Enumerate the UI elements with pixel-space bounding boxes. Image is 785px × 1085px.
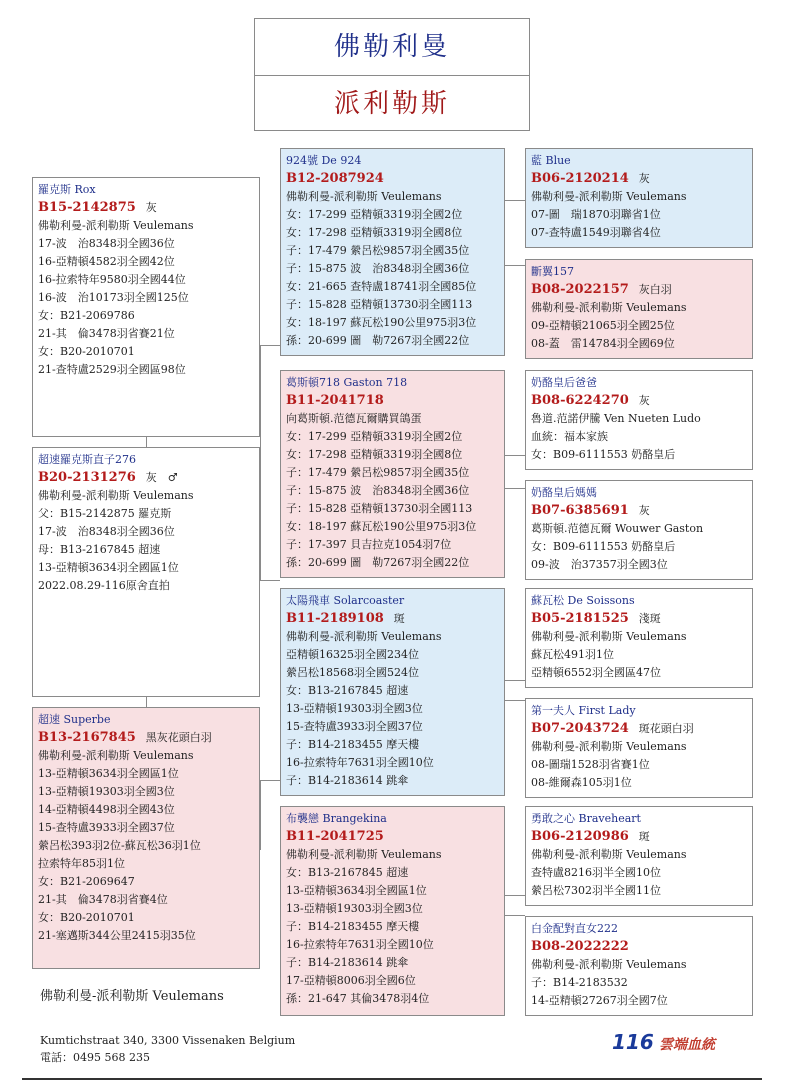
connector — [260, 580, 280, 581]
detail-line: 08-維爾森105羽1位 — [531, 776, 632, 789]
detail-line: 17-亞精頓8006羽全國6位 — [286, 974, 416, 987]
detail-line: 子：15-828 亞精頓13730羽全國113 — [286, 298, 473, 311]
connector — [505, 200, 525, 201]
detail-line: 13-亞精頓3634羽全國區1位 — [38, 561, 179, 574]
owner-name: 佛勒利曼-派利勒斯 Veulemans — [40, 989, 224, 1004]
pigeon-color: 斑 — [393, 612, 405, 625]
detail-line: 21-其 倫3478羽省賽4位 — [38, 893, 168, 906]
detail-line: 魯道.范諾伊騰 Ven Nueten Ludo — [531, 412, 701, 425]
connector — [260, 780, 261, 850]
detail-line: 女：18-197 蘇瓦松190公里975羽3位 — [286, 316, 477, 329]
detail-line: 08-圖瑞1528羽省賽1位 — [531, 758, 650, 771]
pigeon-color: 灰 — [638, 394, 650, 407]
ring-number: B08-2022157 — [531, 282, 629, 297]
pigeon-color: 灰 — [638, 172, 650, 185]
connector — [505, 488, 525, 489]
phone: 電話：0495 568 235 — [40, 1051, 150, 1064]
connector — [505, 915, 525, 916]
connector — [505, 265, 525, 266]
detail-line: 07-圖 瑞1870羽聯省1位 — [531, 208, 661, 221]
detail-line: 蘇瓦松491羽1位 — [531, 648, 614, 661]
pedigree-card-grandsire-2 — [280, 588, 505, 796]
pigeon-color: 淺斑 — [638, 612, 661, 625]
connector — [505, 455, 525, 456]
title-box — [254, 18, 530, 131]
ring-number: B07-2043724 — [531, 721, 629, 736]
detail-line: 09-波 治37357羽全國3位 — [531, 558, 668, 571]
pigeon-name: 第一夫人 First Lady — [531, 704, 636, 717]
detail-line: 佛勒利曼-派利勒斯 Veulemans — [531, 630, 687, 643]
detail-line: 女：B20-2010701 — [38, 345, 135, 358]
detail-line: 15-查特盧3933羽全國37位 — [38, 821, 175, 834]
detail-line: 子：B14-2183455 摩天樓 — [286, 738, 420, 751]
detail-line: 2022.08.29-116原舍直拍 — [38, 579, 170, 592]
detail-line: 葛斯頓.范德瓦爾 Wouwer Gaston — [531, 522, 704, 535]
detail-line: 女：18-197 蘇瓦松190公里975羽3位 — [286, 520, 477, 533]
detail-line: 母：B13-2167845 超速 — [38, 543, 161, 556]
detail-line: 子：15-875 波 治8348羽全國36位 — [286, 484, 470, 497]
detail-line: 孫：21-647 其倫3478羽4位 — [286, 992, 430, 1005]
pigeon-name: 藍 Blue — [531, 154, 571, 167]
ring-number: B11-2041725 — [286, 829, 384, 844]
pigeon-color: 黑灰花頭白羽 — [145, 731, 212, 744]
footer-divider — [22, 1078, 762, 1080]
pedigree-card-grandsire-1 — [280, 148, 505, 356]
detail-line: 佛勒利曼-派利勒斯 Veulemans — [531, 958, 687, 971]
detail-line: 女：B20-2010701 — [38, 911, 135, 924]
detail-line: 縈呂松393羽2位-蘇瓦松36羽1位 — [38, 839, 201, 852]
pigeon-name: 超速 Superbe — [38, 713, 111, 726]
detail-line: 父：B15-2142875 羅克斯 — [38, 507, 172, 520]
detail-line: 拉索特年85羽1位 — [38, 857, 125, 870]
ring-number: B06-2120214 — [531, 171, 629, 186]
detail-line: 13-亞精頓3634羽全國區1位 — [38, 767, 179, 780]
detail-line: 佛勒利曼-派利勒斯 Veulemans — [531, 301, 687, 314]
pigeon-name: 奶酪皇后爸爸 — [531, 376, 597, 389]
detail-line: 女：21-665 查特盧18741羽全國85位 — [286, 280, 477, 293]
detail-line: 17-波 治8348羽全國36位 — [38, 525, 175, 538]
connector — [260, 780, 280, 781]
detail-line: 子：15-828 亞精頓13730羽全國113 — [286, 502, 473, 515]
connector — [505, 700, 525, 701]
pigeon-name: 斷翼157 — [531, 265, 574, 278]
pigeon-name: 奶酪皇后媽媽 — [531, 486, 597, 499]
detail-line: 子：B14-2183614 跳傘 — [286, 956, 409, 969]
ring-number: B08-2022222 — [531, 939, 629, 954]
ring-number: B05-2181525 — [531, 611, 629, 626]
ring-number: B06-2120986 — [531, 829, 629, 844]
connector — [146, 697, 147, 707]
detail-line: 女：17-299 亞精頓3319羽全國2位 — [286, 430, 463, 443]
detail-line: 佛勒利曼-派利勒斯 Veulemans — [531, 848, 687, 861]
pedigree-card-ggp-3 — [525, 370, 753, 470]
detail-line: 佛勒利曼-派利勒斯 Veulemans — [286, 848, 442, 861]
detail-line: 孫：20-699 圖 勒7267羽全國22位 — [286, 334, 470, 347]
connector — [505, 680, 525, 681]
detail-line: 縈呂松18568羽全國524位 — [286, 666, 419, 679]
pedigree-card-ggp-2 — [525, 259, 753, 359]
detail-line: 09-亞精頓21065羽全國25位 — [531, 319, 675, 332]
detail-line: 子：15-875 波 治8348羽全國36位 — [286, 262, 470, 275]
detail-line: 13-亞精頓19303羽全國3位 — [286, 702, 423, 715]
pigeon-color: 斑花頭白羽 — [638, 722, 694, 735]
detail-line: 亞精頓16325羽全國234位 — [286, 648, 419, 661]
loft-title-top: 佛勒利曼 — [255, 19, 529, 76]
pedigree-card-ggp-6 — [525, 698, 753, 798]
ring-number: B11-2189108 — [286, 611, 384, 626]
detail-line: 女：B09-6111553 奶酪皇后 — [531, 448, 676, 461]
detail-line: 16-波 治10173羽全國125位 — [38, 291, 189, 304]
detail-line: 14-亞精頓27267羽全國7位 — [531, 994, 668, 1007]
pedigree-card-ggp-4 — [525, 480, 753, 580]
connector — [146, 437, 147, 447]
detail-line: 佛勒利曼-派利勒斯 Veulemans — [531, 190, 687, 203]
detail-line: 佛勒利曼-派利勒斯 Veulemans — [38, 749, 194, 762]
pedigree-card-subject — [32, 447, 260, 697]
pedigree-card-sire — [32, 177, 260, 437]
detail-line: 佛勒利曼-派利勒斯 Veulemans — [531, 740, 687, 753]
detail-line: 21-塞邁斯344公里2415羽35位 — [38, 929, 196, 942]
ring-number: B13-2167845 — [38, 730, 136, 745]
detail-line: 子：B14-2183532 — [531, 976, 628, 989]
detail-line: 佛勒利曼-派利勒斯 Veulemans — [38, 489, 194, 502]
detail-line: 女：B21-2069786 — [38, 309, 135, 322]
connector — [505, 895, 525, 896]
detail-line: 子：17-397 貝吉拉克1054羽7位 — [286, 538, 452, 551]
pigeon-name: 超速羅克斯直子276 — [38, 453, 136, 466]
detail-line: 16-拉索特年7631羽全國10位 — [286, 756, 434, 769]
detail-line: 16-亞精頓4582羽全國42位 — [38, 255, 175, 268]
pedigree-card-ggp-5 — [525, 588, 753, 688]
detail-line: 子：B14-2183614 跳傘 — [286, 774, 409, 787]
brand-logo — [612, 1030, 715, 1054]
pigeon-name: 蘇瓦松 De Soissons — [531, 594, 635, 607]
detail-line: 17-波 治8348羽全國36位 — [38, 237, 175, 250]
pigeon-name: 太陽飛車 Solarcoaster — [286, 594, 405, 607]
detail-line: 21-查特盧2529羽全國區98位 — [38, 363, 186, 376]
detail-line: 血統：福本家族 — [531, 430, 608, 443]
detail-line: 14-亞精頓4498羽全國43位 — [38, 803, 175, 816]
detail-line: 女：B09-6111553 奶酪皇后 — [531, 540, 676, 553]
pedigree-card-granddam-1 — [280, 370, 505, 578]
pedigree-card-granddam-2 — [280, 806, 505, 1016]
connector — [260, 345, 261, 580]
detail-line: 08-蓋 雷14784羽全國69位 — [531, 337, 675, 350]
ring-number: B15-2142875 — [38, 200, 136, 215]
pedigree-card-ggp-1 — [525, 148, 753, 248]
address: Kumtichstraat 340, 3300 Vissenaken Belgium — [40, 1034, 296, 1047]
detail-line: 15-查特盧3933羽全國37位 — [286, 720, 423, 733]
pedigree-card-dam — [32, 707, 260, 969]
connector — [260, 345, 280, 346]
detail-line: 子：B14-2183455 摩天樓 — [286, 920, 420, 933]
contact-block — [40, 1032, 295, 1066]
pedigree-card-ggp-8 — [525, 916, 753, 1016]
pigeon-name: 布襲戀 Brangekina — [286, 812, 387, 825]
detail-line: 孫：20-699 圖 勒7267羽全國22位 — [286, 556, 470, 569]
detail-line: 佛勒利曼-派利勒斯 Veulemans — [38, 219, 194, 232]
detail-line: 13-亞精頓19303羽全國3位 — [286, 902, 423, 915]
detail-line: 21-其 倫3478羽省賽21位 — [38, 327, 175, 340]
pigeon-color: 灰 — [145, 201, 157, 214]
ring-number: B20-2131276 — [38, 470, 136, 485]
detail-line: 佛勒利曼-派利勒斯 Veulemans — [286, 190, 442, 203]
detail-line: 女：17-298 亞精頓3319羽全國8位 — [286, 226, 463, 239]
ring-number: B11-2041718 — [286, 393, 384, 408]
ring-number: B12-2087924 — [286, 171, 384, 186]
detail-line: 縈呂松7302羽半全國11位 — [531, 884, 661, 897]
detail-line: 女：B13-2167845 超速 — [286, 866, 409, 879]
pigeon-color: 灰 ♂ — [145, 471, 178, 484]
pigeon-name: 葛斯頓718 Gaston 718 — [286, 376, 408, 389]
detail-line: 子：17-479 縈呂松9857羽全國35位 — [286, 244, 470, 257]
detail-line: 查特盧8216羽半全國10位 — [531, 866, 661, 879]
pigeon-name: 924號 De 924 — [286, 154, 362, 167]
pigeon-color: 灰 — [638, 504, 650, 517]
detail-line: 女：17-298 亞精頓3319羽全國8位 — [286, 448, 463, 461]
detail-line: 子：17-479 縈呂松9857羽全國35位 — [286, 466, 470, 479]
detail-line: 16-拉索特年7631羽全國10位 — [286, 938, 434, 951]
pedigree-card-ggp-7 — [525, 806, 753, 906]
detail-line: 向葛斯頓.范德瓦爾購買鴿蛋 — [286, 412, 422, 425]
logo-number: 116 — [612, 1030, 654, 1054]
ring-number: B08-6224270 — [531, 393, 629, 408]
detail-line: 07-查特盧1549羽聯省4位 — [531, 226, 661, 239]
detail-line: 女：17-299 亞精頓3319羽全國2位 — [286, 208, 463, 221]
pigeon-name: 羅克斯 Rox — [38, 183, 96, 196]
detail-line: 女：B21-2069647 — [38, 875, 135, 888]
ring-number: B07-6385691 — [531, 503, 629, 518]
pigeon-name: 白金配對直女222 — [531, 922, 618, 935]
detail-line: 亞精頓6552羽全國區47位 — [531, 666, 661, 679]
loft-title-bottom: 派利勒斯 — [333, 89, 450, 119]
pigeon-color: 灰白羽 — [638, 283, 672, 296]
pigeon-name: 勇敢之心 Braveheart — [531, 812, 641, 825]
detail-line: 佛勒利曼-派利勒斯 Veulemans — [286, 630, 442, 643]
logo-text: 雲端血統 — [658, 1037, 715, 1053]
detail-line: 女：B13-2167845 超速 — [286, 684, 409, 697]
detail-line: 13-亞精頓19303羽全國3位 — [38, 785, 175, 798]
detail-line: 13-亞精頓3634羽全國區1位 — [286, 884, 427, 897]
detail-line: 16-拉索特年9580羽全國44位 — [38, 273, 186, 286]
pigeon-color: 斑 — [638, 830, 650, 843]
